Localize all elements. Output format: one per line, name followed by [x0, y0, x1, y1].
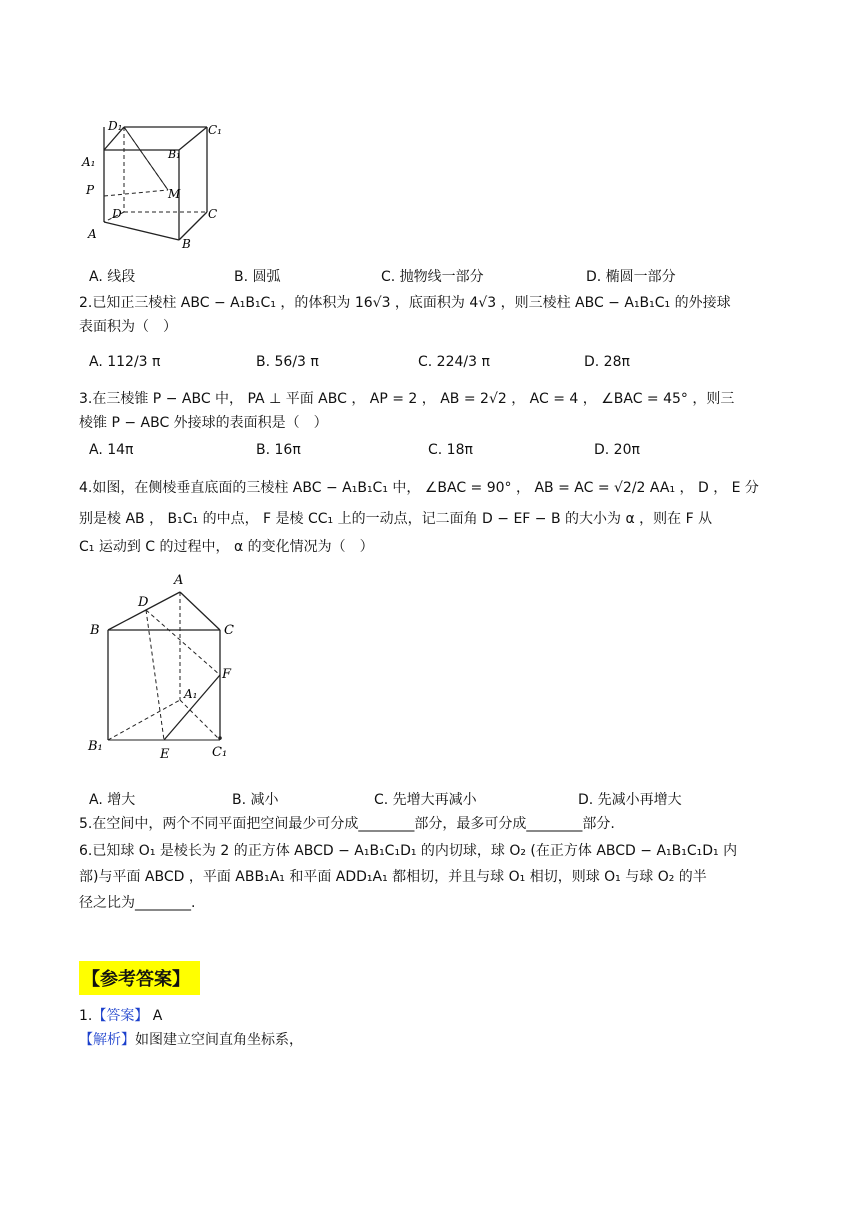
q1-option-a: A. 线段 — [89, 269, 136, 285]
q5-stem-line1: 5.在空间中，两个不同平面把空间最少可分成________部分，最多可分成________部分. — [79, 816, 615, 832]
label-B: B — [182, 237, 191, 251]
q6-stem-line2: 部)与平面 ABCD ，平面 ABB₁A₁ 和平面 ADD₁A₁ 都相切，并且与球 O₁ 相切，则球 O₁ 与球 O₂ 的半 — [79, 869, 707, 885]
answer-tag: 【答案】 — [92, 1008, 149, 1024]
q2-stem-line2: 表面积为（ ） — [79, 319, 177, 335]
label-A: A — [174, 573, 184, 588]
q3-option-d: D. 20π — [594, 442, 640, 458]
label-M: M — [168, 187, 181, 201]
label-D: D — [112, 207, 122, 221]
label-C1: C₁ — [212, 745, 228, 760]
label-A1: A₁ — [82, 155, 96, 169]
label-C: C — [208, 207, 218, 221]
q6-stem-line1: 6.已知球 O₁ 是棱长为 2 的正方体 ABCD − A₁B₁C₁D₁ 的内切球，球 O₂ (在正方体 ABCD − A₁B₁C₁D₁ 内 — [79, 843, 738, 859]
label-E: E — [160, 747, 170, 762]
label-B: B — [90, 623, 100, 638]
label-B1: B₁ — [88, 739, 103, 754]
label-C: C — [224, 623, 234, 638]
label-D1: D₁ — [108, 119, 123, 133]
answer-1-explanation — [79, 1029, 303, 1051]
q4-option-c: C. 先增大再减小 — [374, 792, 477, 808]
answer-1 — [79, 1005, 162, 1027]
q3-option-a: A. 14π — [89, 442, 134, 458]
q1-option-b: B. 圆弧 — [234, 269, 281, 285]
label-D: D — [138, 595, 149, 610]
q1-cube-figure — [80, 112, 230, 252]
label-C1: C₁ — [208, 123, 222, 137]
q3-option-c: C. 18π — [428, 442, 473, 458]
q1-option-d: D. 椭圆一部分 — [586, 269, 676, 285]
label-P: P — [86, 183, 95, 197]
q3-stem-line1: 3.在三棱锥 P − ABC 中， PA ⊥ 平面 ABC ， AP = 2 ， AB = 2√2 ， AC = 4 ， ∠BAC = 45° ，则三 — [79, 391, 735, 407]
q2-option-d: D. 28π — [584, 354, 630, 370]
explanation-text: 如图建立空间直角坐标系， — [135, 1032, 303, 1048]
explanation-tag: 【解析】 — [79, 1032, 135, 1048]
q2-option-c: C. 224/3 π — [418, 354, 490, 370]
answers-heading: 【参考答案】 — [82, 969, 190, 990]
q4-option-b: B. 减小 — [232, 792, 279, 808]
q6-stem-line3: 径之比为________. — [79, 895, 196, 911]
q4-stem-line2: 别是棱 AB ， B₁C₁ 的中点， F 是棱 CC₁ 上的一动点，记二面角 D − EF − B 的大小为 α ，则在 F 从 — [79, 511, 713, 527]
label-F: F — [222, 667, 232, 682]
q4-option-d: D. 先减小再增大 — [578, 792, 682, 808]
label-A1: A₁ — [184, 687, 198, 701]
q4-stem-line3: C₁ 运动到 C 的过程中， α 的变化情况为（ ） — [79, 539, 374, 555]
label-B1: B₁ — [168, 148, 181, 161]
answer-1-number: 1. — [79, 1008, 93, 1024]
q2-option-a: A. 112/3 π — [89, 354, 161, 370]
q4-stem-line1: 4.如图，在侧棱垂直底面的三棱柱 ABC − A₁B₁C₁ 中， ∠BAC = 90° ， AB = AC = √2/2 AA₁ ， D ， E 分 — [79, 480, 759, 496]
q3-option-b: B. 16π — [256, 442, 301, 458]
label-A: A — [88, 227, 97, 241]
q4-prism-figure — [84, 570, 254, 765]
q3-stem-line2: 棱锥 P − ABC 外接球的表面积是（ ） — [79, 415, 328, 431]
q2-option-b: B. 56/3 π — [256, 354, 319, 370]
q1-option-c: C. 抛物线一部分 — [381, 269, 484, 285]
q2-stem-line1: 2.已知正三棱柱 ABC − A₁B₁C₁ ，的体积为 16√3 ，底面积为 4√3 ，则三棱柱 ABC − A₁B₁C₁ 的外接球 — [79, 295, 731, 311]
answer-1-value: A — [148, 1008, 163, 1024]
q4-option-a: A. 增大 — [89, 792, 136, 808]
